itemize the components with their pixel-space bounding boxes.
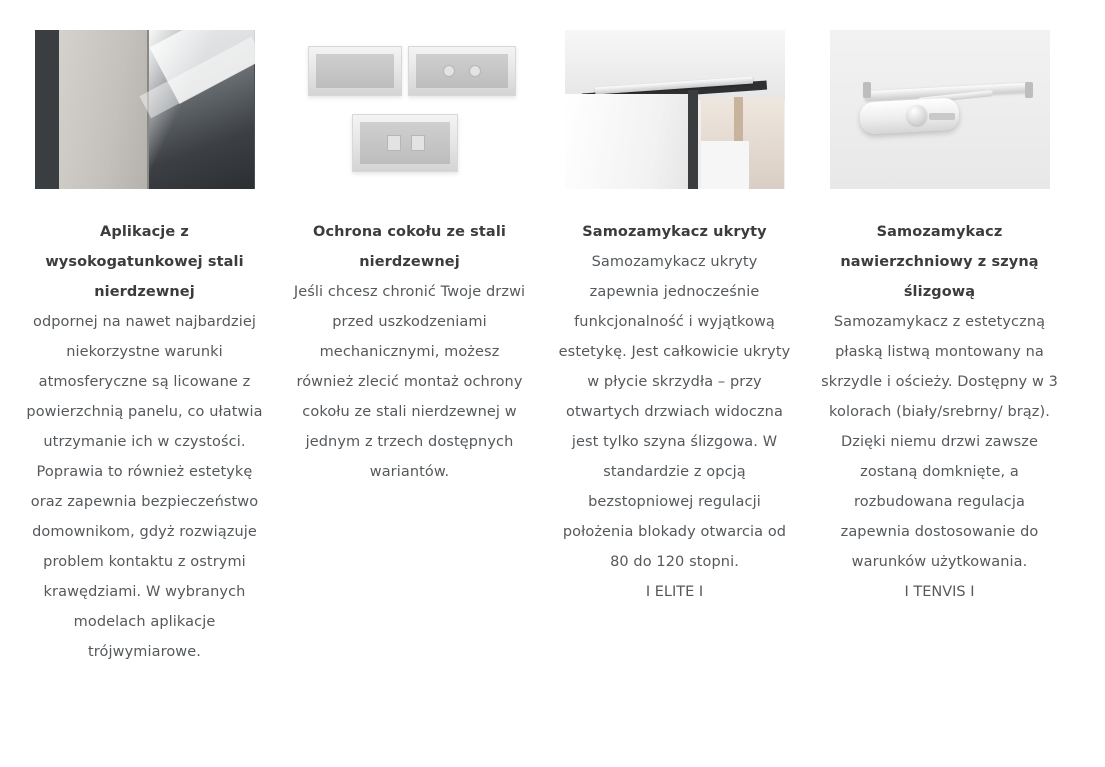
- feature-card: [821, 30, 1058, 607]
- feature-card: [291, 30, 528, 487]
- stainless-steel-application-photo: [35, 30, 255, 189]
- photo-shape-plinth-part-3: [352, 114, 458, 172]
- feature-card: [26, 30, 263, 667]
- photo-shape-hole: [443, 65, 455, 77]
- photo-shape-pivot: [907, 105, 927, 125]
- card-body: Samozamykacz z estetyczną płaską listwą montowany na skrzydle i ościeży. Dostępny w 3 kolorach (biały/srebrny/ brąz). Dzięki niemu drzwi zawsze zostaną domknięte, a rozbudowana regulacja zapewnia dostosowanie do warunków użytkowania.: [821, 314, 1058, 570]
- photo-shape-hole: [469, 65, 481, 77]
- stainless-steel-plinth-parts-photo: [300, 30, 520, 189]
- photo-shape-jamb: [688, 90, 698, 189]
- card-tag: I TENVIS I: [904, 584, 975, 600]
- card-tag: I ELITE I: [645, 584, 704, 600]
- photo-shape-wall: [59, 30, 149, 189]
- photo-shape-hole: [387, 135, 401, 151]
- photo-shape-part-inner: [316, 54, 394, 88]
- hidden-door-closer-photo: [565, 30, 785, 189]
- card-body: Jeśli chcesz chronić Twoje drzwi przed uszkodzeniami mechanicznymi, możesz również zlecić montaż ochrony cokołu ze stali nierdzewnej w jednym z trzech dostępnych wariantów.: [293, 284, 526, 480]
- card-title: Aplikacje z wysokogatunkowej stali nierdzewnej: [45, 224, 244, 300]
- photo-shape-badge: [929, 113, 955, 120]
- photo-shape-rail-end-right: [1025, 82, 1033, 98]
- photo-shape-plinth-part-2: [408, 46, 516, 96]
- card-body: Samozamykacz ukryty zapewnia jednocześnie funkcjonalność i wyjątkową estetykę. Jest całkowicie ukryty w płycie skrzydła – przy otwartych drzwiach widoczna jest tylko szyna ślizgowa. W standardzie z opcją bezstopniowej regulacji położenia blokady otwarcia od 80 do 120 stopni.: [558, 254, 791, 570]
- card-title: Ochrona cokołu ze stali nierdzewnej: [313, 224, 506, 270]
- photo-shape-part-inner: [416, 54, 508, 88]
- photo-shape-plinth-part-1: [308, 46, 402, 96]
- card-title: Samozamykacz nawierzchniowy z szyną ślizgową: [840, 224, 1039, 300]
- photo-shape-part-inner: [360, 122, 450, 164]
- photo-shape-glass-pane: [149, 30, 255, 189]
- photo-shape-room: [701, 97, 785, 189]
- surface-door-closer-photo: [830, 30, 1050, 189]
- card-title: Samozamykacz ukryty: [582, 224, 767, 240]
- card-body: odpornej na nawet najbardziej niekorzystne warunki atmosferyczne są licowane z powierzchnią panelu, co ułatwia utrzymanie ich w czystości. Poprawia to również estetykę oraz zapewnia bezpieczeństwo domownikom, gdyż rozwiązuje problem kontaktu z ostrymi krawędziami. W wybranych modelach aplikacje trójwymiarowe.: [26, 314, 263, 660]
- photo-shape-rail-end-left: [863, 82, 871, 98]
- photo-shape-hole: [411, 135, 425, 151]
- feature-card: [556, 30, 793, 607]
- photo-shape-door-leaf: [565, 94, 688, 189]
- photo-shape-white-block: [701, 141, 749, 189]
- photo-shape-dark-left: [35, 30, 59, 189]
